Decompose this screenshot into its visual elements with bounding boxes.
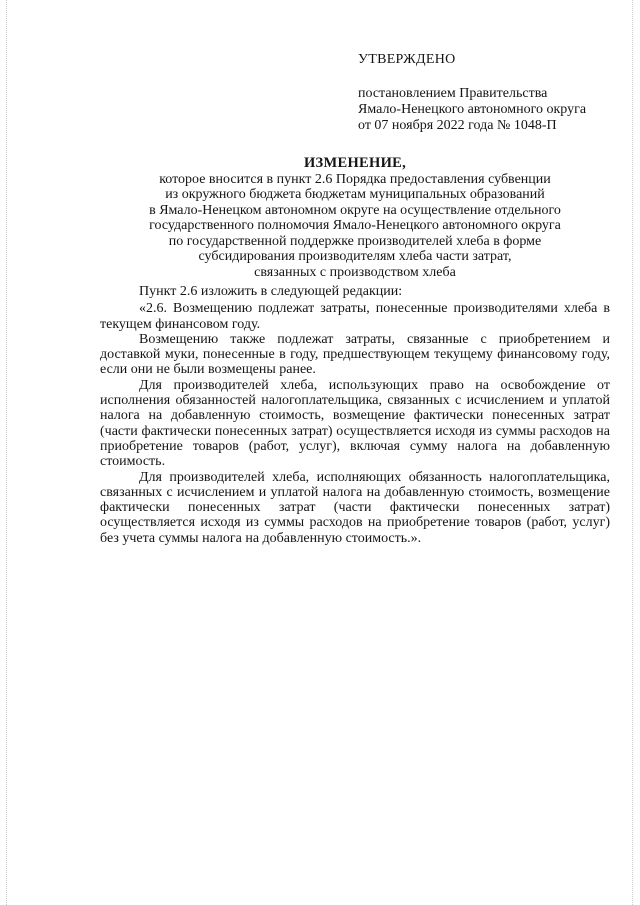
title-heading: ИЗМЕНЕНИЕ, <box>303 155 407 171</box>
right-scan-margin <box>632 0 635 905</box>
body-paragraph: «2.6. Возмещению подлежат затраты, понесенные производителями хлеба в текущем финансовом году. <box>100 301 610 332</box>
title-line: из окружного бюджета бюджетам муниципальных образований <box>165 187 545 202</box>
approval-stamp <box>358 52 628 134</box>
title-line: по государственной поддержке производителей хлеба в форме <box>168 233 542 249</box>
approved-label: УТВЕРЖДЕНО <box>358 52 456 67</box>
approval-line: постановлением Правительства <box>358 86 548 101</box>
left-scan-margin <box>6 0 9 905</box>
title-line: которое вносится в пункт 2.6 Порядка предоставления субвенции <box>159 171 551 187</box>
title-line: государственного полномочия Ямало-Ненецкого автономного округа <box>149 218 561 233</box>
body-paragraph: Для производителей хлеба, исполняющих обязанность налогоплательщика, связанных с исчислением и уплатой налога на добавленную стоимость, возмещение фактически понесенных затрат (части фактически понесенных затрат) осуществляется исходя из суммы расходов на приобретение товаров (работ, услуг) без учета суммы налога на добавленную стоимость.». <box>100 469 610 546</box>
intro-paragraph: Пункт 2.6 изложить в следующей редакции: <box>139 284 403 299</box>
body-paragraph: Для производителей хлеба, использующих право на освобождение от исполнения обязанностей налогоплательщика, связанных с исчислением и уплатой налога на добавленную стоимость, возмещение фактически понесенных затрат (части фактически понесенных затрат) осуществляется исходя из суммы расходов на приобретение товаров (работ, услуг), включая сумму налога на добавленную стоимость. <box>100 377 610 470</box>
title-line: связанных с производством хлеба <box>254 264 456 280</box>
document-body <box>100 284 610 546</box>
approval-line: Ямало-Ненецкого автономного округа <box>358 102 587 117</box>
title-line: субсидирования производителям хлеба части затрат, <box>198 249 512 264</box>
title-line: в Ямало-Ненецком автономном округе на осуществление отдельного <box>149 202 561 218</box>
document-title <box>100 156 610 280</box>
body-paragraph: Возмещению также подлежат затраты, связанные с приобретением и доставкой муки, понесенные в году, предшествующем текущему финансовому году, если они не были возмещены ранее. <box>100 331 610 378</box>
approval-line: от 07 ноября 2022 года № 1048-П <box>358 118 557 133</box>
